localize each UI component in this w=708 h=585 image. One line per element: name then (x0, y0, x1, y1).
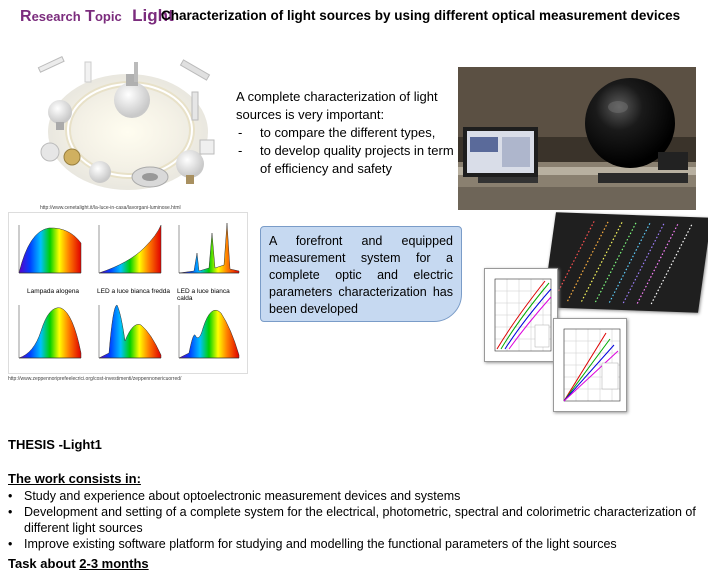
spectrum-label: Lampada alogena (27, 288, 80, 295)
topic-rest: opic (94, 9, 122, 24)
measurement-lab-photo (458, 67, 696, 210)
spectra-source-url: http://www.zeppennoriprefeelecrici.org/cost-investimenti/zeppennonericuorred/ (8, 376, 182, 382)
task-list (8, 488, 698, 552)
light-sources-photo (30, 52, 225, 202)
page-title: Characterization of light sources by using different optical measurement devices (161, 8, 681, 23)
intro-lead: A complete characterization of light sources is very important: (236, 89, 438, 122)
topic-initial: T (85, 8, 95, 25)
emission-spectra-panel (8, 212, 248, 374)
research-rest: esearch (31, 9, 81, 24)
dark-measurement-plot (543, 212, 708, 312)
work-title: The work consists in: (8, 471, 141, 486)
forward-current-plot (553, 318, 627, 412)
task-item: • Study and experience about optoelectronic measurement devices and systems (8, 488, 698, 504)
duration-prefix: Task about (8, 556, 80, 571)
spectrum-label: LED a luce bianca calda (177, 288, 230, 302)
intro-point: - to compare the different types, (236, 124, 461, 142)
measurement-system-callout: A forefront and equipped measurement system for a complete optic and electric parameters characterization has been developed (260, 226, 462, 322)
research-topic-label (20, 6, 174, 28)
intro-text (236, 88, 461, 178)
task-item: • Development and setting of a complete system for the electrical, photometric, spectral and colorimetric characterization of different light sources (8, 504, 698, 536)
research-initial: R (20, 8, 32, 25)
topic-name: Light (132, 6, 174, 25)
thesis-label: THESIS -Light1 (8, 437, 102, 452)
task-item: • Improve existing software platform for studying and modelling the functional parameters of the light sources (8, 536, 698, 552)
intro-point: - to develop quality projects in term of efficiency and safety (236, 142, 461, 178)
duration-value: 2-3 months (79, 556, 149, 571)
voltage-current-plot (484, 268, 558, 362)
spectrum-label: LED a luce bianca fredda (97, 288, 170, 295)
lamps-source-url: http://www.cenetalight.it/la-luce-in-casa/lavorgani-luminose.html (40, 205, 181, 211)
task-duration (8, 556, 149, 571)
